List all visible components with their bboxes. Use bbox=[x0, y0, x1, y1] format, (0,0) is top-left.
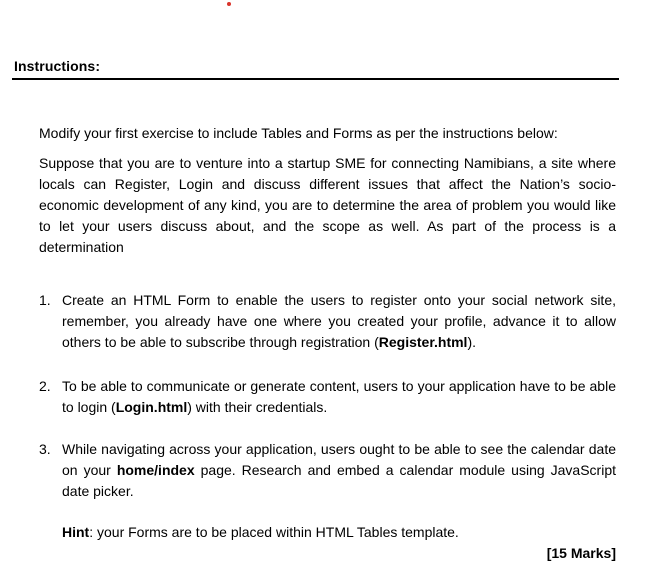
intro-paragraph: Modify your first exercise to include Tables and Forms as per the instructions below: bbox=[39, 125, 558, 141]
task-page-name: home/index bbox=[116, 462, 195, 478]
hint-text: : your Forms are to be placed within HTML Tables template. bbox=[89, 524, 459, 540]
task-text: Create an HTML Form to enable the users to register onto your social network site, remember, you already have one where you created your profile, advance it to allow others to be able to subscribe through registration (Register.html). bbox=[62, 292, 616, 350]
task-item-register bbox=[39, 290, 616, 353]
hint-label: Hint bbox=[62, 524, 90, 540]
task-item-calendar bbox=[39, 439, 616, 502]
task-number: 2. bbox=[39, 378, 51, 394]
task-text: To be able to communicate or generate content, users to your application have to be able to login (Login.html) with their credentials. bbox=[62, 378, 616, 415]
task-filename: Login.html bbox=[115, 399, 188, 415]
red-dot-mark bbox=[227, 2, 231, 6]
instructions-heading: Instructions: bbox=[14, 58, 101, 74]
scenario-paragraph: Suppose that you are to venture into a startup SME for connecting Namibians, a site where locals can Register, Login and discuss different issues that affect the Nation’s socio-economic development of any kind, you are to determine the area of problem you would like to let your users discuss about, and the scope as well. As part of the process is a determination bbox=[39, 155, 616, 255]
hint-line bbox=[62, 522, 459, 543]
task-number: 3. bbox=[39, 441, 51, 457]
task-item-login bbox=[39, 376, 616, 418]
task-text: While navigating across your application, users ought to be able to see the calendar date on your home/index page. Research and embed a calendar module using JavaScript date picker. bbox=[62, 441, 617, 499]
task-filename: Register.html bbox=[378, 334, 468, 350]
heading-underline bbox=[12, 78, 619, 80]
marks-label: [15 Marks] bbox=[546, 545, 616, 561]
task-number: 1. bbox=[39, 292, 51, 308]
